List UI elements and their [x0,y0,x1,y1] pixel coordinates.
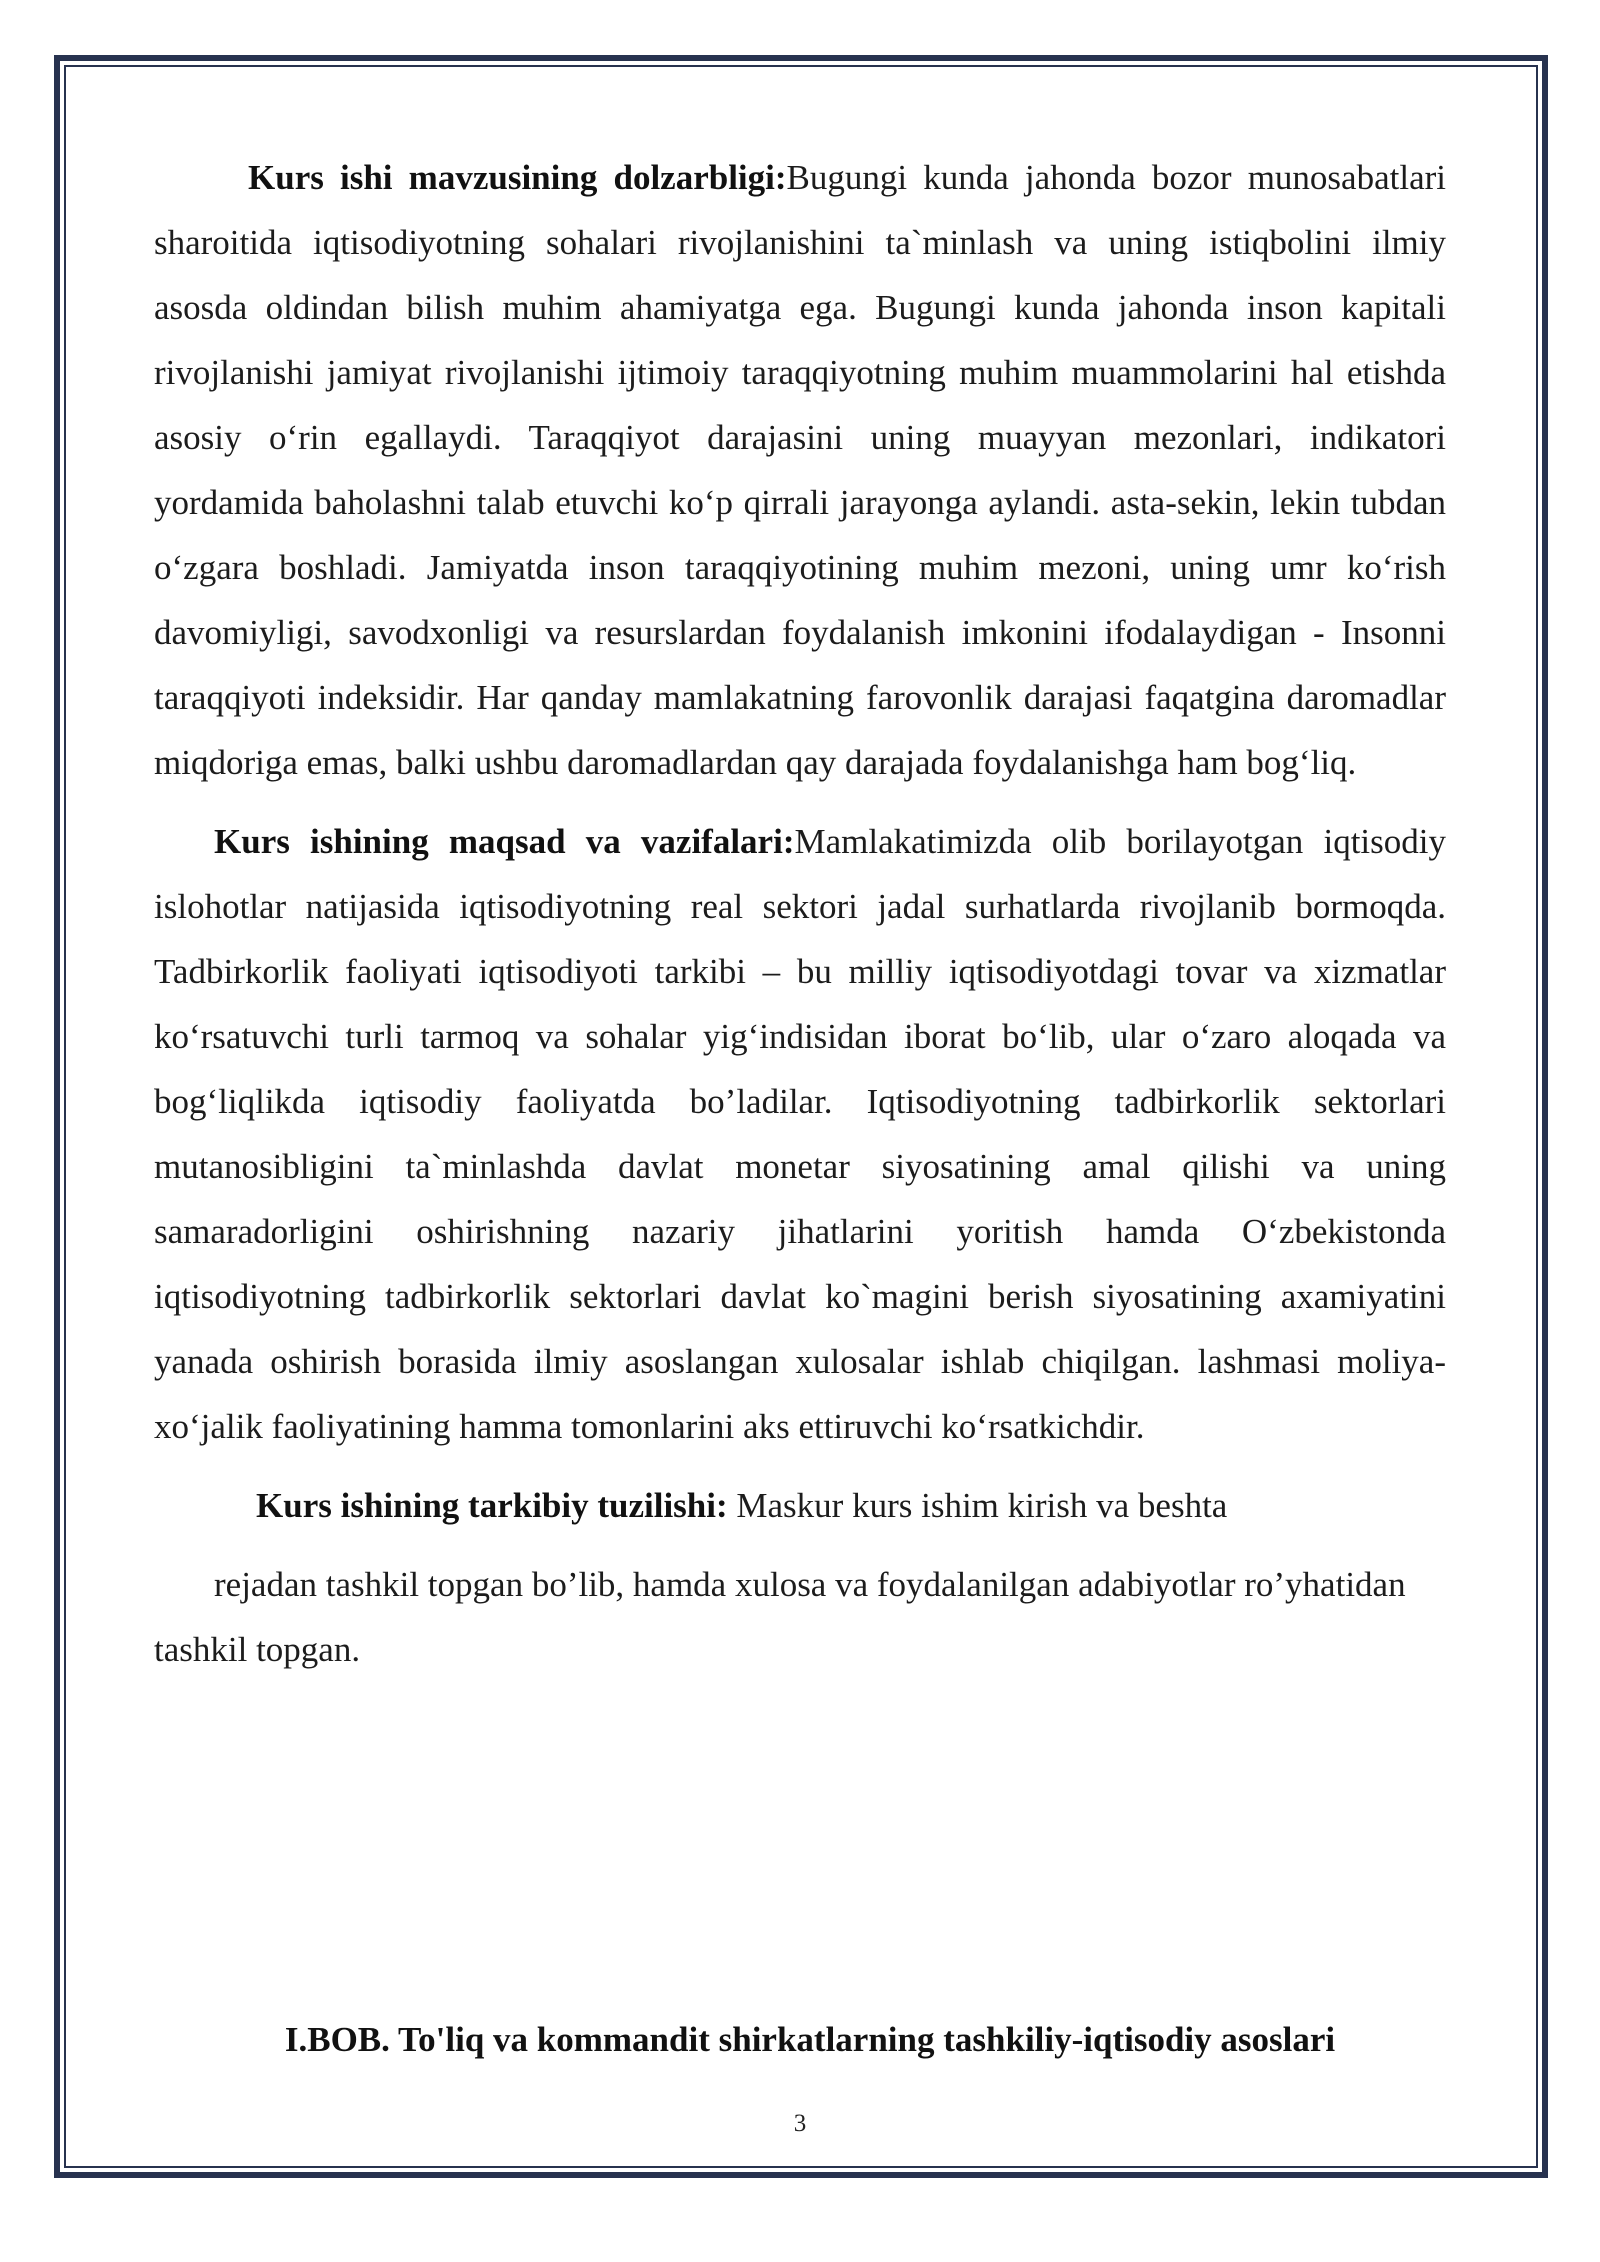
text-relevance: Bugungi kunda jahonda bozor munosabatlari sharoitida iqtisodiyotning sohalari rivojlanishini ta`minlash va uning istiqbolini ilmiy asosda oldindan bilish muhim ahamiyatga ega. Bugungi kunda jahonda inson kapitali rivojlanishi jamiyat rivojlanishi ijtimoiy taraqqiyotning muhim muammolarini hal etishda asosiy o‘rin egallaydi. Taraqqiyot darajasini uning muayyan mezonlari, indikatori yordamida baholashni talab etuvchi ko‘p qirrali jarayonga aylandi. asta-sekin, lekin tubdan o‘zgara boshladi. Jamiyatda inson taraqqiyotining muhim mezoni, uning umr ko‘rish davomiyligi, savodxonligi va resurslardan foydalanish imkonini ifodalaydigan - Insonni taraqqiyoti indeksidir. Har qanday mamlakatning farovonlik darajasi faqatgina daromadlar miqdoriga emas, balki ushbu daromadlardan qay darajada foydalanishga ham bog‘liq. [154,158,1446,782]
page-number: 3 [793,2110,807,2137]
paragraph-structure-continued: rejadan tashkil topgan bo’lib, hamda xulosa va foydalanilgan adabiyotlar ro’yhatidan tashkil topgan. [154,1565,1406,1669]
heading-relevance: Kurs ishi mavzusining dolzarbligi: [248,158,787,197]
paragraph-structure [154,1473,1446,1538]
text-structure: Maskur kurs ishim kirish va beshta [727,1486,1228,1525]
paragraph-relevance [154,145,1446,795]
chapter-title: I.BOB. To'liq va kommandit shirkatlarning tashkiliy-iqtisodiy asoslari [284,2020,1336,2059]
paragraph-goals [154,809,1446,1459]
heading-structure: Kurs ishining tarkibiy tuzilishi: [256,1486,728,1525]
heading-goals: Kurs ishining maqsad va vazifalari: [214,822,795,861]
text-goals: Mamlakatimizda olib borilayotgan iqtisodiy islohotlar natijasida iqtisodiyotning real sektori jadal surhatlarda rivojlanib bormoqda. Tadbirkorlik faoliyati iqtisodiyoti tarkibi – bu milliy iqtisodiyotdagi tovar va xizmatlar ko‘rsatuvchi turli tarmoq va sohalar yig‘indisidan iborat bo‘lib, ular o‘zaro aloqada va bog‘liqlikda iqtisodiy faoliyatda bo’ladilar. Iqtisodiyotning tadbirkorlik sektorlari mutanosibligini ta`minlashda davlat monetar siyosatining amal qilishi va uning samaradorligini oshirishning nazariy jihatlarini yoritish hamda O‘zbekistonda iqtisodiyotning tadbirkorlik sektorlari davlat ko`magini berish siyosatining axamiyatini yanada oshirish borasida ilmiy asoslangan xulosalar ishlab chiqilgan. lashmasi moliya-xo‘jalik faoliyatining hamma tomonlarini aks ettiruvchi ko‘rsatkichdir. [154,822,1446,1446]
document-body [154,145,1446,1682]
